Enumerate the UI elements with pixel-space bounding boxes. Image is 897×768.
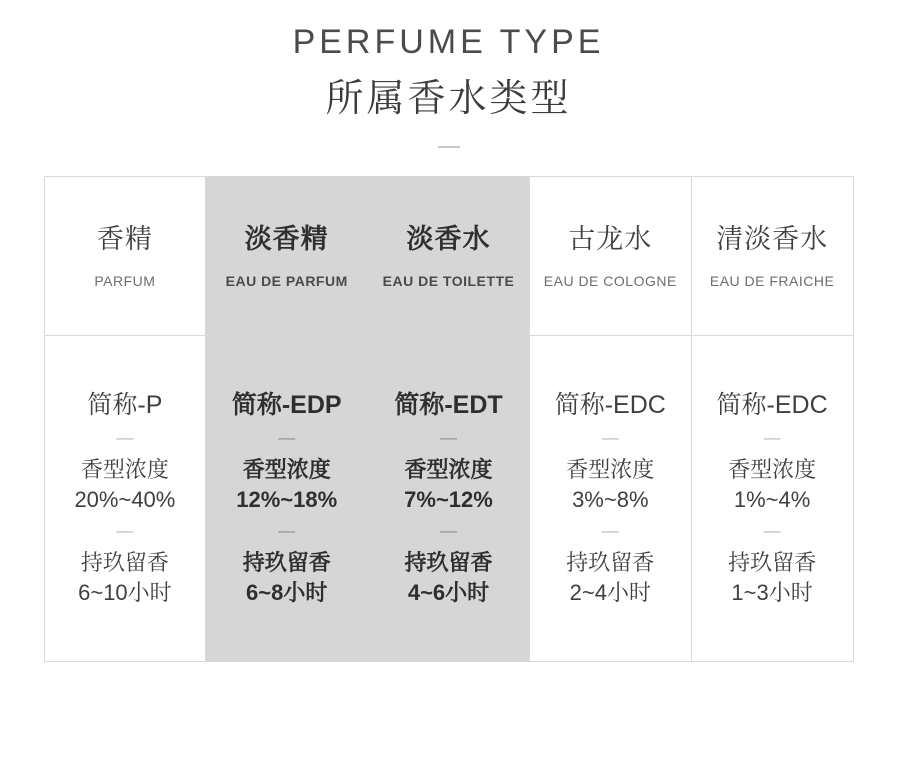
lasting-value-0: 6~10小时 — [78, 579, 172, 605]
header-cell-eau-de-parfum — [206, 177, 368, 336]
type-name-cn-0: 香精 — [96, 223, 153, 254]
type-name-cn-3: 古龙水 — [568, 223, 653, 254]
type-name-en-4: EAU DE FRAICHE — [709, 273, 835, 290]
abbreviation-3: 简称-EDC — [554, 391, 666, 420]
cell-separator-3a: — — [601, 428, 619, 448]
abbreviation-4: 简称-EDC — [716, 391, 828, 420]
type-name-cn-2: 淡香水 — [406, 223, 491, 254]
type-name-cn-4: 清淡香水 — [716, 223, 829, 254]
abbreviation-2: 简称-EDT — [394, 391, 503, 420]
cell-separator-1a: — — [278, 428, 296, 448]
table-body-row — [44, 336, 853, 662]
lasting-label-4: 持玖留香 — [728, 549, 817, 575]
concentration-label-3: 香型浓度 — [566, 456, 655, 482]
cell-separator-2b: — — [439, 521, 457, 541]
concentration-label-0: 香型浓度 — [80, 456, 169, 482]
concentration-value-1: 12%~18% — [236, 486, 338, 512]
detail-cell-eau-de-fraiche — [691, 336, 853, 662]
cell-separator-4b: — — [763, 521, 781, 541]
lasting-value-2: 4~6小时 — [407, 579, 490, 605]
lasting-value-3: 2~4小时 — [569, 579, 651, 605]
concentration-label-2: 香型浓度 — [404, 456, 493, 482]
lasting-label-3: 持玖留香 — [566, 549, 655, 575]
table-header-row — [44, 177, 853, 336]
lasting-value-4: 1~3小时 — [731, 579, 813, 605]
header-cell-eau-de-cologne — [529, 177, 691, 336]
cell-separator-0a: — — [116, 428, 134, 448]
detail-cell-eau-de-toilette — [368, 336, 530, 662]
page-title-english: PERFUME TYPE — [292, 23, 605, 61]
concentration-value-2: 7%~12% — [404, 486, 493, 512]
cell-separator-2a: — — [439, 428, 457, 448]
cell-separator-1b: — — [278, 521, 296, 541]
abbreviation-0: 简称-P — [87, 391, 163, 420]
header — [0, 0, 897, 148]
type-name-en-3: EAU DE COLOGNE — [543, 273, 677, 290]
lasting-label-2: 持玖留香 — [404, 549, 493, 575]
detail-cell-eau-de-parfum — [206, 336, 368, 662]
perfume-type-table — [44, 176, 854, 662]
perfume-type-table-wrapper — [44, 176, 854, 662]
lasting-label-0: 持玖留香 — [80, 549, 169, 575]
concentration-value-4: 1%~4% — [733, 486, 811, 512]
concentration-value-0: 20%~40% — [74, 486, 176, 512]
type-name-en-0: PARFUM — [94, 273, 156, 290]
cell-separator-4a: — — [763, 428, 781, 448]
concentration-label-1: 香型浓度 — [242, 456, 331, 482]
cell-separator-3b: — — [601, 521, 619, 541]
type-name-cn-1: 淡香精 — [244, 223, 329, 254]
page-title-chinese: 所属香水类型 — [325, 77, 572, 120]
abbreviation-1: 简称-EDP — [231, 391, 342, 420]
header-cell-parfum — [44, 177, 206, 336]
concentration-value-3: 3%~8% — [572, 486, 649, 512]
lasting-label-1: 持玖留香 — [242, 549, 331, 575]
header-cell-eau-de-fraiche — [691, 177, 853, 336]
type-name-en-1: EAU DE PARFUM — [225, 273, 348, 290]
cell-separator-0b: — — [116, 521, 134, 541]
concentration-label-4: 香型浓度 — [728, 456, 817, 482]
type-name-en-2: EAU DE TOILETTE — [382, 273, 515, 290]
detail-cell-parfum — [44, 336, 206, 662]
header-cell-eau-de-toilette — [368, 177, 530, 336]
detail-cell-eau-de-cologne — [529, 336, 691, 662]
lasting-value-1: 6~8小时 — [246, 579, 328, 605]
title-divider — [438, 146, 460, 148]
